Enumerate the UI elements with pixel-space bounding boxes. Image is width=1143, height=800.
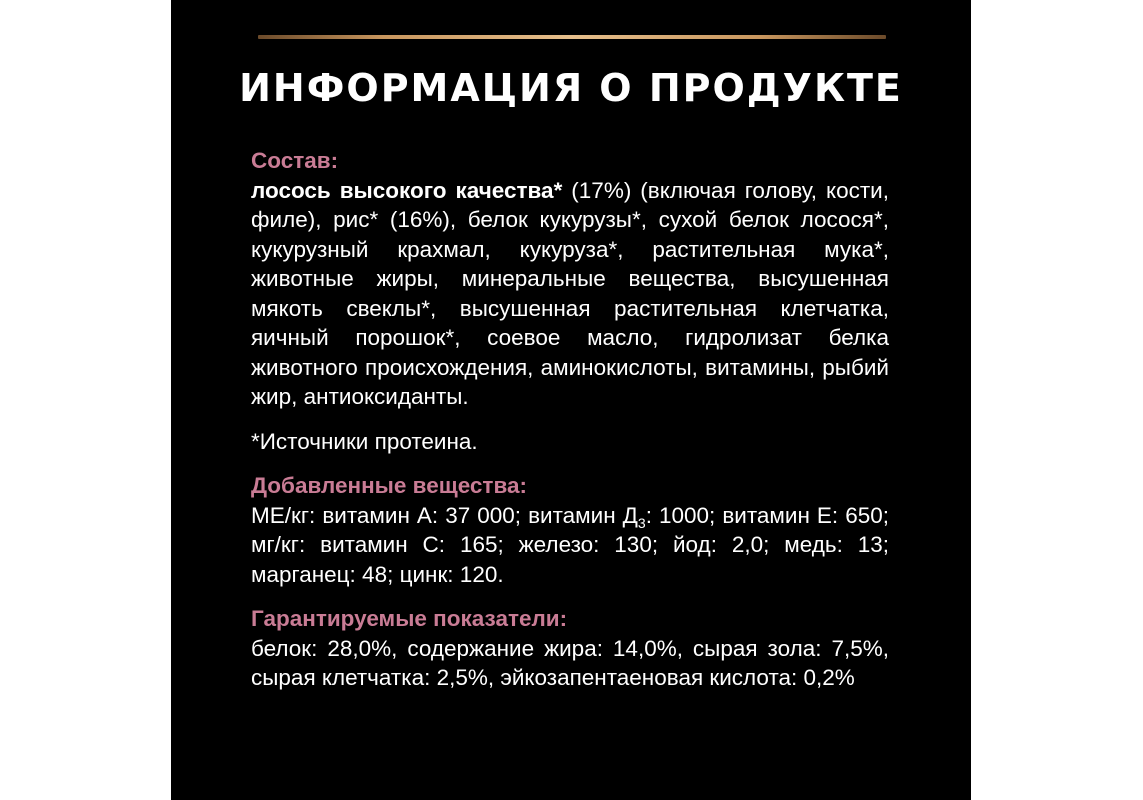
composition-text	[251, 176, 889, 412]
vitamin-d-subscript: 3	[637, 514, 646, 531]
composition-body: (17%) (включая голову, кости, филе), рис* (16%), белок кукурузы*, сухой белок лосося*, кукурузный крахмал, кукуруза*, растительная мука*, животные жиры, минеральные вещества, высушенная мякоть свеклы*, высушенная растительная клетчатка, яичный порошок*, соевое масло, гидролизат белка животного происхождения, аминокислоты, витамины, рыбий жир, антиоксиданты.	[251, 177, 889, 409]
additives-body-end: : 1000; витамин Е: 650; мг/кг: витамин С: 165; железо: 130; йод: 2,0; медь: 13; марганец: 48; цинк: 120.	[251, 502, 889, 587]
guaranteed-section	[251, 604, 889, 693]
composition-heading: Состав:	[251, 148, 339, 173]
composition-section	[251, 146, 889, 412]
additives-body-start: МЕ/кг: витамин А: 37 000; витамин Д	[251, 502, 638, 528]
additives-text	[251, 501, 889, 590]
product-info-content	[251, 146, 889, 693]
guaranteed-heading: Гарантируемые показатели:	[251, 606, 568, 631]
product-info-panel	[171, 0, 971, 800]
additives-section	[251, 471, 889, 589]
footnote: *Источники протеина.	[251, 428, 478, 454]
guaranteed-text: белок: 28,0%, содержание жира: 14,0%, сырая зола: 7,5%, сырая клетчатка: 2,5%, эйкозапентаеновая кислота: 0,2%	[251, 635, 889, 690]
composition-bold-lead: лосось высокого качества*	[251, 177, 563, 203]
page-title: ИНФОРМАЦИЯ О ПРОДУКТЕ	[239, 66, 903, 110]
additives-heading: Добавленные вещества:	[251, 473, 527, 498]
gold-divider	[258, 35, 886, 39]
